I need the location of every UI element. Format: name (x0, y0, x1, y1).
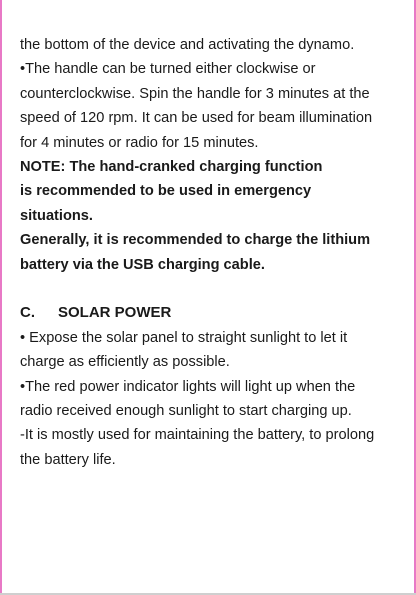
note-line: NOTE: The hand-cranked charging function (20, 159, 323, 176)
text-line: for 4 minutes or radio for 15 minutes. (20, 134, 259, 151)
left-page-edge (0, 0, 2, 595)
text-line: the bottom of the device and activating the dynamo. (20, 37, 355, 53)
text-line: •The handle can be turned either clockwise or (20, 61, 316, 78)
text-line: charge as efficiently as possible. (20, 354, 230, 371)
text-line: • Expose the solar panel to straight sunlight to let it (20, 329, 348, 346)
manual-page-text (20, 33, 400, 472)
section-spacer (20, 277, 400, 301)
text-line: radio received enough sunlight to start charging up. (20, 403, 352, 420)
text-line: counterclockwise. Spin the handle for 3 minutes at the (20, 85, 370, 102)
recommendation-line: battery via the USB charging cable. (20, 256, 265, 273)
recommendation-line: Generally, it is recommended to charge the lithium (20, 232, 371, 249)
note-line: is recommended to be used in emergency (20, 183, 312, 200)
text-line: -It is mostly used for maintaining the battery, to prolong (20, 427, 375, 444)
section-title: SOLAR POWER (58, 304, 172, 322)
text-line: the battery life. (20, 451, 116, 468)
text-line: speed of 120 rpm. It can be used for beam illumination (20, 110, 373, 127)
text-line: •The red power indicator lights will light up when the (20, 378, 356, 395)
section-letter: C. (20, 304, 35, 322)
section-heading (20, 301, 400, 325)
note-line: situations. (20, 207, 93, 224)
